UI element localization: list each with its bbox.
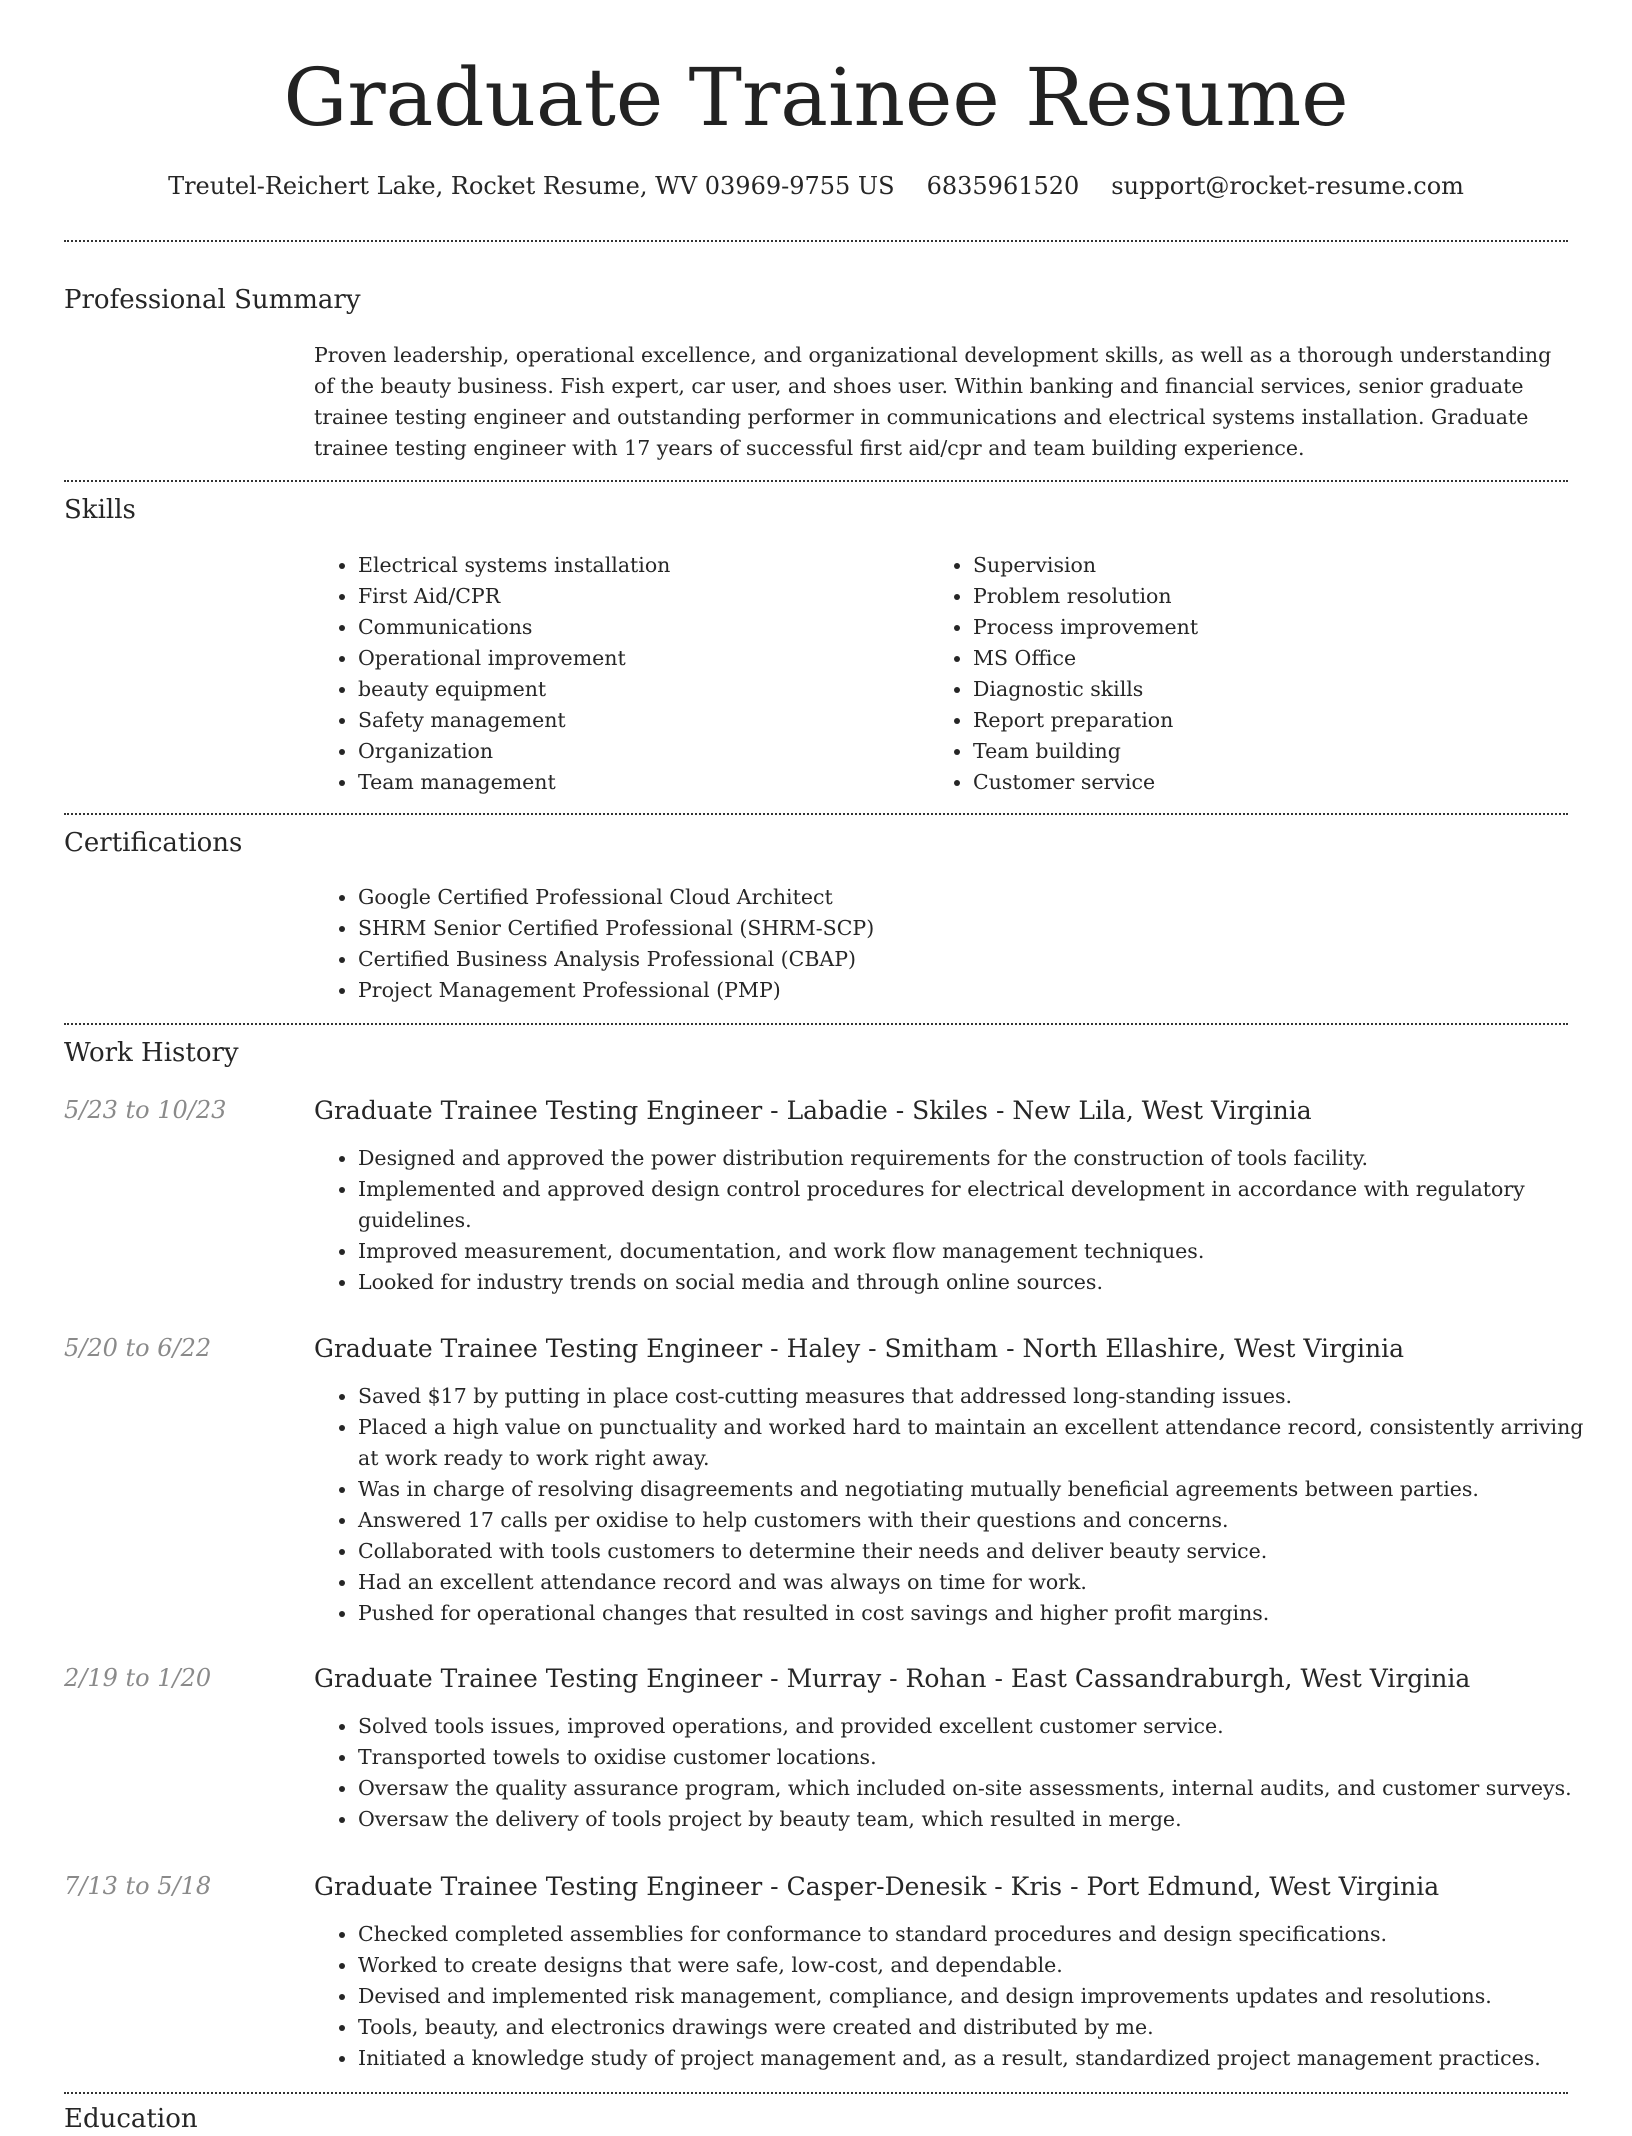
summary-heading: Professional Summary	[64, 285, 361, 315]
section-divider	[64, 813, 1568, 815]
skill-item: • First Aid/CPR	[358, 581, 918, 612]
skill-item: • Safety management	[358, 705, 918, 736]
job-bullet: • Solved tools issues, improved operations, and provided excellent customer service.	[358, 1711, 1588, 1742]
job-bullets	[314, 1143, 1588, 1298]
skill-item: • Communications	[358, 612, 918, 643]
job-bullet: • Oversaw the quality assurance program, which included on-site assessments, internal audits, and customer surveys.	[358, 1773, 1588, 1804]
job-bullet: • Designed and approved the power distribution requirements for the construction of tools facility.	[358, 1143, 1588, 1174]
skill-item: • Team management	[358, 767, 918, 798]
contact-line	[0, 170, 1632, 202]
job-title: Graduate Trainee Testing Engineer - Haley - Smitham - North Ellashire, West Virginia	[314, 1334, 1404, 1363]
job-date: 5/20 to 6/22	[64, 1334, 212, 1362]
skill-item: • Supervision	[973, 550, 1533, 581]
skills-list-left	[314, 550, 918, 798]
education-heading: Education	[64, 2104, 198, 2134]
job-date: 7/13 to 5/18	[64, 1872, 212, 1900]
job-bullet: • Worked to create designs that were safe, low-cost, and dependable.	[358, 1950, 1588, 1981]
job-bullet: • Pushed for operational changes that resulted in cost savings and higher profit margins.	[358, 1598, 1588, 1629]
job-bullets	[314, 1919, 1588, 2074]
contact-email[interactable]: support@rocket-resume.com	[1111, 172, 1464, 200]
skill-item: • Process improvement	[973, 612, 1533, 643]
skills-list-right	[929, 550, 1533, 798]
job-bullet: • Checked completed assemblies for conformance to standard procedures and design specifications.	[358, 1919, 1588, 1950]
job-date: 2/19 to 1/20	[64, 1664, 212, 1692]
job-bullets	[314, 1711, 1588, 1835]
job-bullets	[314, 1381, 1588, 1629]
certification-item: • Certified Business Analysis Professional (CBAP)	[358, 944, 1588, 975]
job-bullet: • Saved $17 by putting in place cost-cutting measures that addressed long-standing issues.	[358, 1381, 1588, 1412]
skill-item: • Customer service	[973, 767, 1533, 798]
job-bullet: • Answered 17 calls per oxidise to help customers with their questions and concerns.	[358, 1505, 1588, 1536]
job-bullet: • Oversaw the delivery of tools project by beauty team, which resulted in merge.	[358, 1804, 1588, 1835]
job-bullet: • Implemented and approved design control procedures for electrical development in accordance with regulatory guidelines.	[358, 1174, 1588, 1236]
contact-phone: 6835961520	[926, 172, 1080, 200]
section-divider	[64, 2092, 1568, 2094]
work-history-heading: Work History	[64, 1038, 239, 1068]
job-bullet: • Improved measurement, documentation, and work flow management techniques.	[358, 1236, 1588, 1267]
section-divider	[64, 1023, 1568, 1025]
certification-item: • SHRM Senior Certified Professional (SHRM-SCP)	[358, 913, 1588, 944]
certifications-heading: Certifications	[64, 828, 243, 858]
skill-item: • Operational improvement	[358, 643, 918, 674]
job-bullet: • Transported towels to oxidise customer locations.	[358, 1742, 1588, 1773]
skill-item: • Diagnostic skills	[973, 674, 1533, 705]
skill-item: • beauty equipment	[358, 674, 918, 705]
skill-item: • MS Office	[973, 643, 1533, 674]
certification-item: • Project Management Professional (PMP)	[358, 975, 1588, 1006]
job-title: Graduate Trainee Testing Engineer - Casper-Denesik - Kris - Port Edmund, West Virginia	[314, 1872, 1440, 1901]
job-title: Graduate Trainee Testing Engineer - Murray - Rohan - East Cassandraburgh, West Virginia	[314, 1664, 1471, 1693]
skill-item: • Electrical systems installation	[358, 550, 918, 581]
job-bullet: • Tools, beauty, and electronics drawings were created and distributed by me.	[358, 2012, 1588, 2043]
job-bullet: • Placed a high value on punctuality and worked hard to maintain an excellent attendance record, consistently arriving at work ready to work right away.	[358, 1412, 1588, 1474]
contact-address: Treutel-Reichert Lake, Rocket Resume, WV 03969-9755 US	[168, 172, 895, 200]
section-divider	[64, 240, 1568, 242]
job-title: Graduate Trainee Testing Engineer - Labadie - Skiles - New Lila, West Virginia	[314, 1096, 1312, 1125]
skill-item: • Organization	[358, 736, 918, 767]
job-bullet: • Was in charge of resolving disagreements and negotiating mutually beneficial agreements between parties.	[358, 1474, 1588, 1505]
job-bullet: • Looked for industry trends on social media and through online sources.	[358, 1267, 1588, 1298]
job-bullet: • Had an excellent attendance record and was always on time for work.	[358, 1567, 1588, 1598]
job-bullet: • Collaborated with tools customers to determine their needs and deliver beauty service.	[358, 1536, 1588, 1567]
section-divider	[64, 480, 1568, 482]
resume-title: Graduate Trainee Resume	[283, 51, 1349, 144]
job-date: 5/23 to 10/23	[64, 1096, 227, 1124]
certification-item: • Google Certified Professional Cloud Architect	[358, 882, 1588, 913]
skill-item: • Team building	[973, 736, 1533, 767]
summary-text: Proven leadership, operational excellence, and organizational development skills, as well as a thorough understanding of the beauty business. Fish expert, car user, and shoes user. Within banking and financial services, senior graduate trainee testing engineer and outstanding performer in communications and electrical systems installation. Graduate trainee testing engineer with 17 years of successful first aid/cpr and team building experience.	[314, 343, 1552, 460]
job-bullet: • Initiated a knowledge study of project management and, as a result, standardized project management practices.	[358, 2043, 1588, 2074]
skill-item: • Report preparation	[973, 705, 1533, 736]
certifications-list	[314, 882, 1588, 1006]
job-bullet: • Devised and implemented risk management, compliance, and design improvements updates and resolutions.	[358, 1981, 1588, 2012]
skill-item: • Problem resolution	[973, 581, 1533, 612]
skills-heading: Skills	[64, 495, 136, 525]
